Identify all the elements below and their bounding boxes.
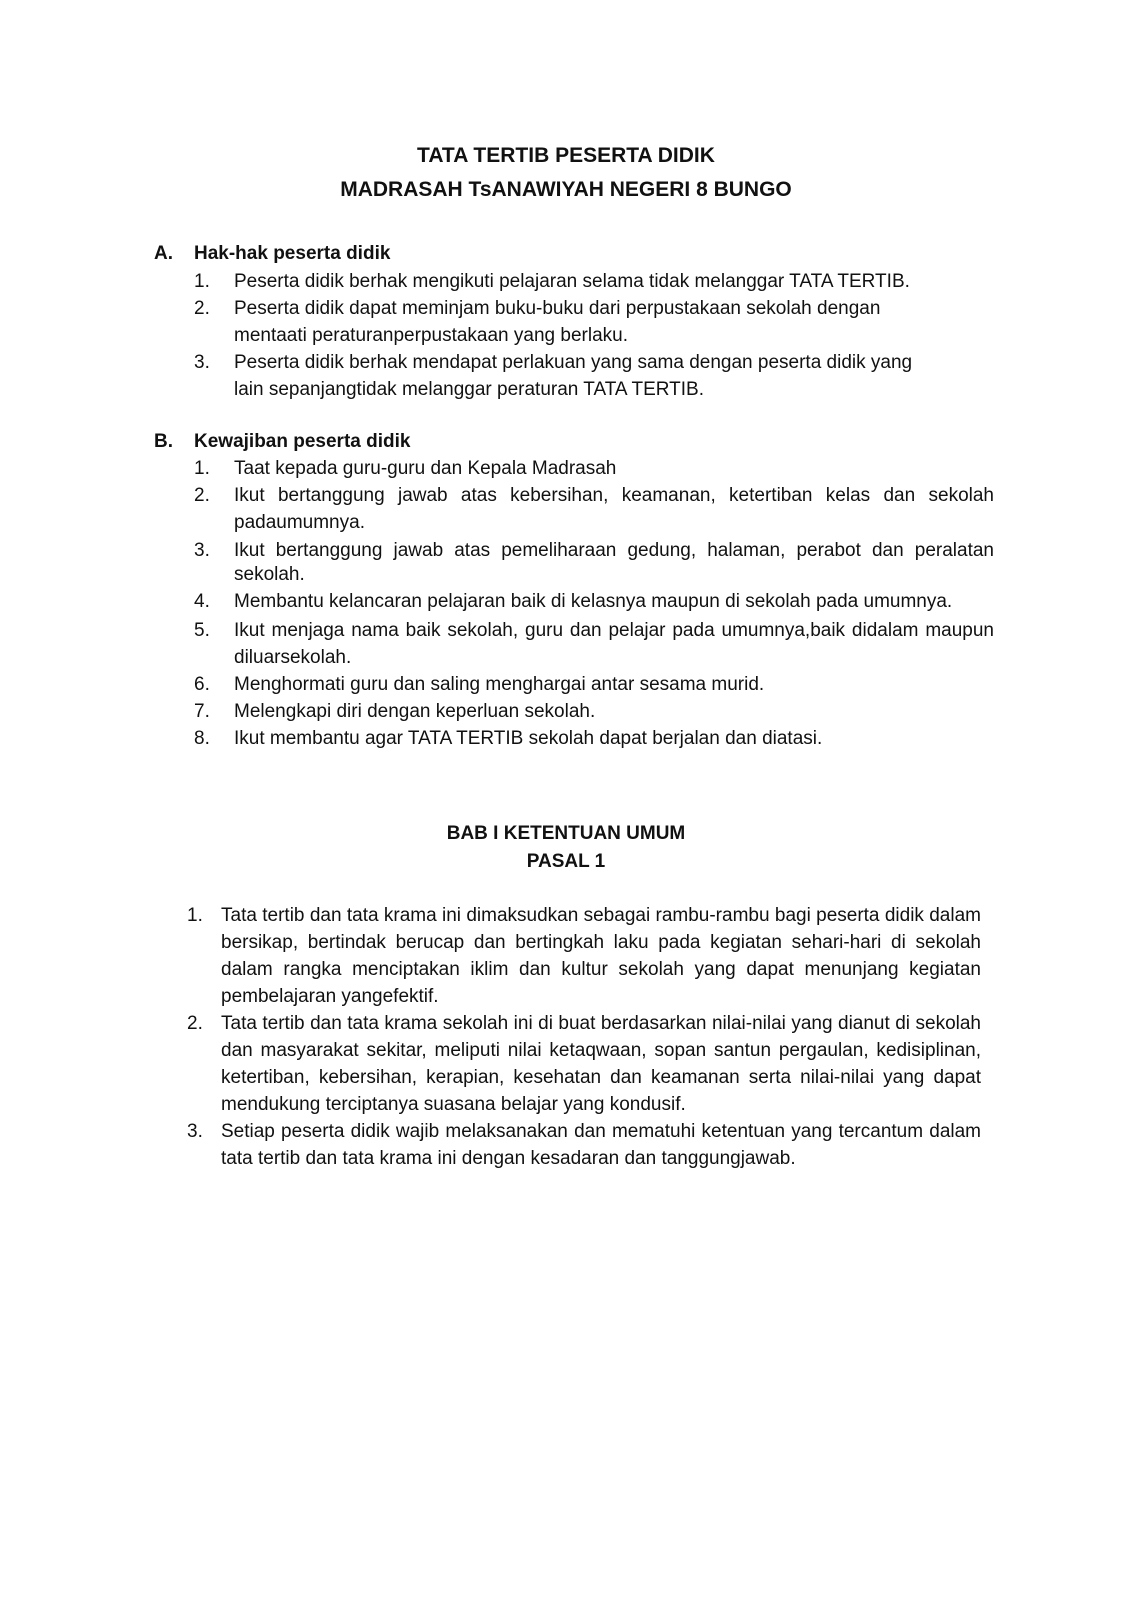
list-item [187,902,981,1010]
general-provisions-list [187,902,981,1172]
item-text: Setiap peserta didik wajib melaksanakan dan mematuhi ketentuan yang tercantum dalam tata tertib dan tata krama ini dengan kesadaran dan tanggungjawab. [221,1121,981,1169]
section-a-heading [154,243,390,265]
item-number: 2. [187,1013,203,1034]
item-number: 1. [194,458,210,479]
list-item [194,482,994,536]
item-text: Ikut menjaga nama baik sekolah, guru dan pelajar pada umumnya,baik didalam maupun diluarsekolah. [234,620,994,668]
section-b-heading [154,431,410,453]
section-title: Hak-hak peserta didik [194,243,391,264]
item-text: Menghormati guru dan saling menghargai antar sesama murid. [234,674,765,695]
item-number: 5. [194,620,210,641]
document-title: TATA TERTIB PESERTA DIDIK [417,144,715,167]
list-item [194,539,994,587]
list-item [194,268,994,295]
item-number: 7. [194,701,210,722]
item-number: 6. [194,674,210,695]
section-letter: A. [154,243,173,264]
item-text: Ikut bertanggung jawab atas kebersihan, keamanan, ketertiban kelas dan sekolah padaumumnya. [234,485,994,533]
item-text: Taat kepada guru-guru dan Kepala Madrasah [234,458,617,479]
list-item [194,671,994,698]
list-item [194,295,934,349]
list-item [187,1118,981,1172]
list-item [194,349,924,403]
item-number: 2. [194,485,210,506]
item-text: Tata tertib dan tata krama sekolah ini di buat berdasarkan nilai-nilai yang dianut di sekolah dan masyarakat sekitar, meliputi nilai ketaqwaan, sopan santun pergaulan, kedisiplinan, ketertiban, kebersihan, kerapian, kesehatan dan keamanan serta nilai-nilai yang dapat mendukung terciptanya suasana belajar yang kondusif. [221,1013,981,1115]
item-text: Tata tertib dan tata krama ini dimaksudkan sebagai rambu-rambu bagi peserta didik dalam bersikap, bertindak berucap dan bertingkah laku pada kegiatan sehari-hari di sekolah dalam rangka menciptakan iklim dan kultur sekolah yang dapat menunjang kegiatan pembelajaran yangefektif. [221,905,981,1007]
section-letter: B. [154,431,173,452]
item-text: Ikut membantu agar TATA TERTIB sekolah dapat berjalan dan diatasi. [234,728,823,749]
item-number: 3. [194,540,210,561]
list-item [194,455,994,482]
item-number: 8. [194,728,210,749]
item-text: Peserta didik berhak mendapat perlakuan yang sama dengan peserta didik yang lain sepanjangtidak melanggar peraturan TATA TERTIB. [234,352,913,400]
rights-list [194,268,994,403]
item-text: Peserta didik dapat meminjam buku-buku dari perpustakaan sekolah dengan mentaati peraturanperpustakaan yang berlaku. [234,298,881,346]
obligations-list [194,455,994,752]
item-number: 2. [194,298,210,319]
chapter-heading: BAB I KETENTUAN UMUM [446,823,686,844]
article-heading: PASAL 1 [526,851,606,872]
item-text: Melengkapi diri dengan keperluan sekolah. [234,701,596,722]
list-item [194,617,994,671]
item-text: Ikut bertanggung jawab atas pemeliharaan gedung, halaman, perabot dan peralatan sekolah. [234,540,994,585]
list-item [194,698,994,725]
list-item [194,590,994,614]
item-text: Membantu kelancaran pelajaran baik di kelasnya maupun di sekolah pada umumnya. [234,591,953,612]
section-title: Kewajiban peserta didik [194,431,411,452]
item-number: 1. [187,905,203,926]
item-number: 1. [194,271,210,292]
list-item [187,1010,981,1118]
list-item [194,725,994,752]
item-number: 3. [194,352,210,373]
document-subtitle: MADRASAH TsANAWIYAH NEGERI 8 BUNGO [340,178,792,201]
item-number: 3. [187,1121,203,1142]
item-number: 4. [194,591,210,612]
item-text: Peserta didik berhak mengikuti pelajaran selama tidak melanggar TATA TERTIB. [234,271,910,292]
